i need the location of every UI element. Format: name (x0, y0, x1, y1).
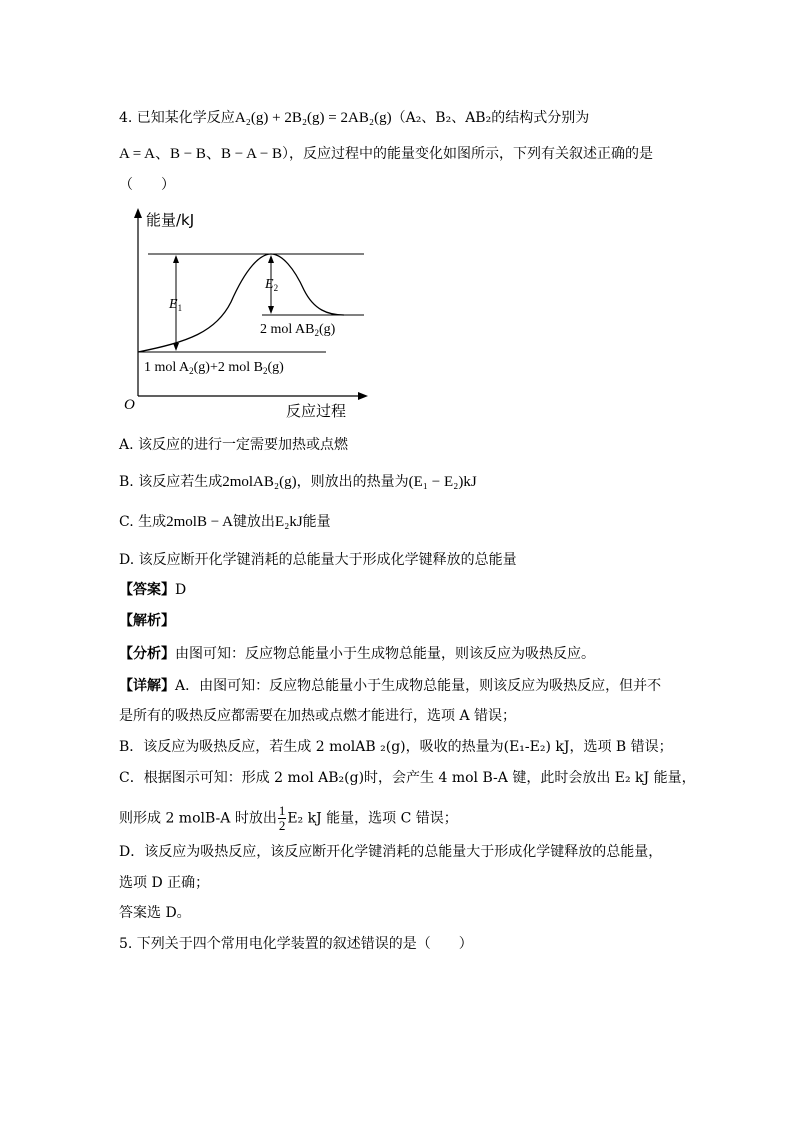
option-c-mid: 键放出 (232, 514, 275, 530)
option-b-prefix: B. 该反应若生成 (119, 474, 223, 490)
detail-label: 【详解】 (119, 678, 175, 694)
reaction-equation: A₂(g) + 2B₂(g) = 2AB₂(g) (234, 110, 392, 126)
option-b-formula: 2molAB₂(g) (222, 474, 297, 490)
detail-d-line-2: 选项 D 正确； (119, 875, 210, 891)
fenxi-label: 【分析】 (119, 646, 175, 662)
detail-d-line-1: D．该反应为吸热反应，该反应断开化学键消耗的总能量大于形成化学键释放的总能量， (119, 844, 663, 860)
option-c-energy: E₂kJ (274, 514, 303, 530)
detail-a-line-2: 是所有的吸热反应都需要在加热或点燃才能进行，选项 A 错误； (119, 708, 517, 724)
answer-label: 【答案】 (119, 582, 175, 598)
fraction-numerator: 1 (278, 803, 286, 818)
x-axis-arrow (358, 392, 368, 400)
e2-arrow-up (268, 255, 274, 263)
structural-formulas: A = A、B − B、B − A − B (119, 146, 283, 162)
option-c-bond: 2molB − A (166, 514, 233, 530)
question-5: 5. 下列关于四个常用电化学装置的叙述错误的是（ ） (119, 936, 473, 952)
detail-c-line-1: C．根据图示可知：形成 2 mol AB₂(g)时，会产生 4 mol B-A 键，此时会放出 E₂ kJ 能量， (119, 770, 696, 786)
y-axis-label: 能量/kJ (146, 211, 195, 229)
question-4-blank: （ ） (119, 177, 175, 193)
detail-c-suffix: E₂ kJ 能量，选项 C 错误； (287, 810, 458, 827)
question-4-structures-intro: （A₂、B₂、AB₂的结构式分别为 (391, 110, 590, 126)
question-4-line-2 (119, 144, 653, 164)
e1-label: $E_1$ (169, 297, 183, 313)
e1-arrow-up (173, 255, 179, 263)
option-c-prefix: C. 生成 (119, 514, 167, 530)
option-b (119, 472, 477, 492)
option-b-heat: (E₁ − E₂)kJ (408, 474, 477, 490)
detail-c-prefix: 则形成 2 molB-A 时放出 (119, 810, 277, 827)
x-axis-label: 反应过程 (286, 402, 347, 420)
question-4-prefix: 4. 已知某化学反应 (119, 110, 235, 126)
answer-line (119, 580, 186, 600)
detail-a-text-1: A．由图可知：反应物总能量小于生成物总能量，则该反应为吸热反应，但并不 (175, 678, 662, 694)
e2-label: $E_2$ (265, 277, 279, 293)
answer-value: D (175, 582, 187, 598)
option-c-suffix: 能量 (302, 514, 331, 530)
detail-a-line-1 (119, 676, 661, 696)
option-b-mid: ，则放出的热量为 (296, 474, 409, 490)
detail-c-line-2 (119, 804, 458, 833)
option-d: D. 该反应断开化学键消耗的总能量大于形成化学键释放的总能量 (119, 552, 517, 568)
reactant-label: 1 mol $A_2(g)+2$ mol $B_2(g)$ (144, 360, 284, 376)
question-4-prompt: ），反应过程中的能量变化如图所示，下列有关叙述正确的是 (282, 146, 654, 162)
product-label: 2 mol $AB_2(g)$ (260, 322, 336, 338)
energy-diagram (118, 206, 378, 422)
e2-arrow-down (268, 306, 274, 314)
option-c (119, 512, 331, 532)
analysis-label: 【解析】 (119, 613, 175, 629)
detail-b: B．该反应为吸热反应，若生成 2 molAB ₂(g)，吸收的热量为(E₁-E₂) kJ，选项 B 错误； (119, 739, 673, 755)
fraction-denominator: 2 (278, 818, 286, 833)
fenxi-line (119, 644, 595, 664)
option-a: A. 该反应的进行一定需要加热或点燃 (119, 437, 349, 453)
one-half-fraction (278, 804, 287, 833)
y-axis-arrow (134, 208, 142, 218)
origin-label: O (124, 397, 135, 413)
question-4-line-1 (119, 108, 589, 128)
e1-arrow-down (173, 343, 179, 351)
fenxi-text: 由图可知：反应物总能量小于生成物总能量，则该反应为吸热反应。 (175, 646, 595, 662)
answer-conclusion: 答案选 D。 (119, 905, 191, 921)
